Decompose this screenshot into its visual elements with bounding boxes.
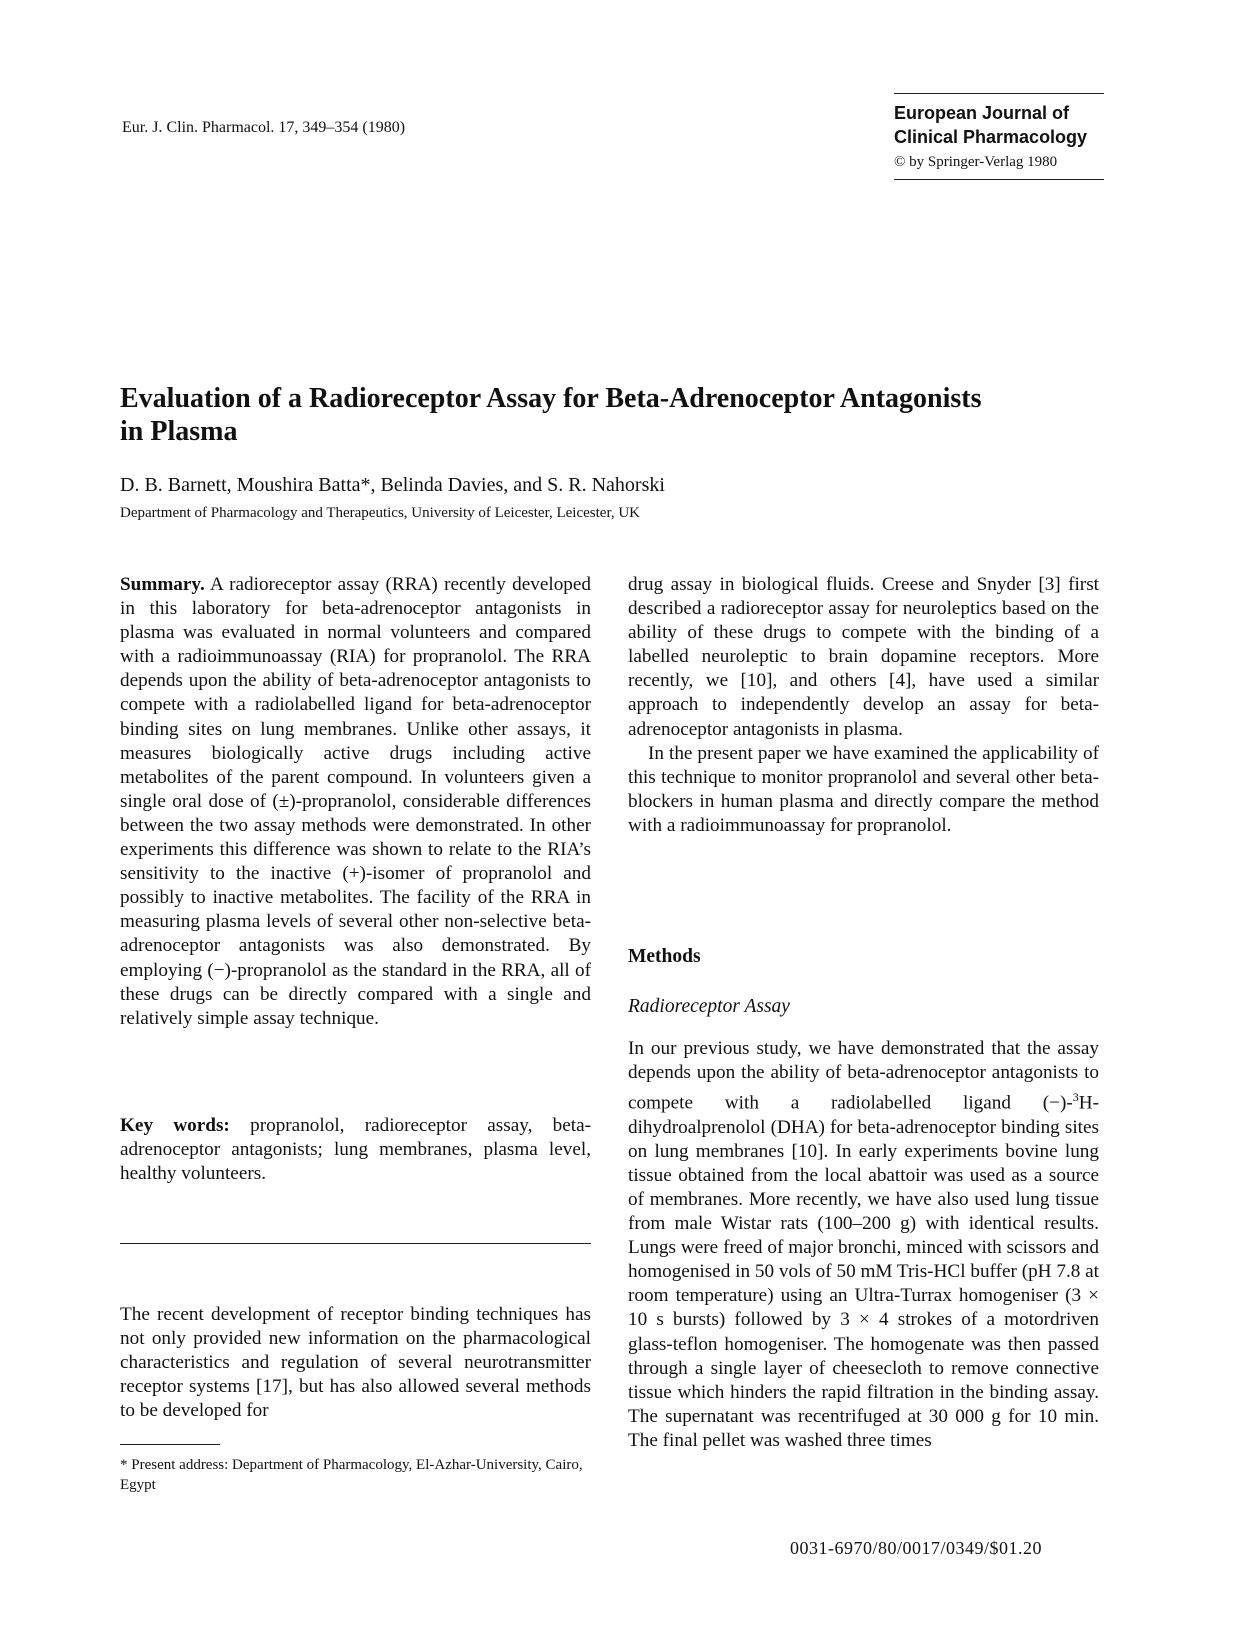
keywords-label: Key words: xyxy=(120,1115,230,1136)
section-separator xyxy=(120,1243,591,1244)
summary-text: A radioreceptor assay (RRA) recently developed in this laboratory for beta-adrenoceptor antagonists in plasma was evaluated in normal volunteers and compared with a radioimmunoassay (RIA) for propranolol. The RRA depends upon the ability of beta-adrenoceptor antagonists to compete with a radiolabelled ligand for beta-adrenoceptor binding sites on lung membranes. Unlike other assays, it measures biologically active drugs including active metabolites of the parent compound. In volunteers given a single oral dose of (±)-propranolol, considerable differences between the two assay methods were demonstrated. In other experiments this difference was shown to relate to the RIA’s sensitivity to the inactive (+)-isomer of propranolol and possibly to inactive metabolites. The facility of the RRA in measuring plasma levels of several other non-selective beta-adrenoceptor antagonists was also demonstrated. By employing (−)-propranolol as the standard in the RRA, all of these drugs can be directly compared with a single and relatively simple assay technique. xyxy=(120,574,591,1029)
right-column-intro xyxy=(628,573,1099,838)
masthead-top-rule xyxy=(894,93,1104,94)
methods-paragraph xyxy=(628,1037,1099,1453)
masthead-bottom-rule xyxy=(894,179,1104,180)
summary-label: Summary. xyxy=(120,574,205,595)
methods-superscript: 3 xyxy=(1072,1090,1079,1105)
copyright-notice: © by Springer-Verlag 1980 xyxy=(894,154,1058,170)
journal-citation: Eur. J. Clin. Pharmacol. 17, 349–354 (1980) xyxy=(122,119,406,136)
intro-aim-paragraph: In the present paper we have examined the applicability of this technique to monitor propranolol and several other beta-blockers in human plasma and directly compare the method with a radioimmunoassay for propranolol. xyxy=(628,742,1099,836)
title-line1: Evaluation of a Radioreceptor Assay for Beta-Adrenoceptor Antagonists xyxy=(120,383,982,414)
page-code: 0031-6970/80/0017/0349/$01.20 xyxy=(790,1538,1042,1558)
intro-continuation: drug assay in biological fluids. Creese and Snyder [3] first described a radioreceptor assay for neuroleptics based on the ability of these drugs to compete with the binding of a labelled neuroleptic to brain dopamine receptors. More recently, we [10], and others [4], have used a similar approach to independently develop an assay for beta-adrenoceptor antagonists in plasma. xyxy=(628,574,1099,740)
intro-paragraph xyxy=(120,1303,591,1423)
summary-paragraph xyxy=(120,573,591,1031)
footnote-rule xyxy=(120,1444,220,1445)
footnote: * Present address: Department of Pharmacology, El-Azhar-University, Cairo, Egypt xyxy=(120,1457,583,1493)
radioreceptor-assay-heading: Radioreceptor Assay xyxy=(628,996,790,1017)
author-affiliation: Department of Pharmacology and Therapeutics, University of Leicester, Leicester, UK xyxy=(120,505,640,521)
intro-text: The recent development of receptor binding techniques has not only provided new information on the pharmacological characteristics and regulation of several neurotransmitter receptor systems [17], but has also allowed several methods to be developed for xyxy=(120,1304,591,1422)
author-list: D. B. Barnett, Moushira Batta*, Belinda Davies, and S. R. Nahorski xyxy=(120,474,665,496)
methods-text-a: In our previous study, we have demonstrated that the assay depends upon the ability of beta-adrenoceptor antagonists to compete with a radiolabelled ligand (−)- xyxy=(628,1038,1099,1114)
journal-name-line2: Clinical Pharmacology xyxy=(894,127,1088,147)
keywords-paragraph xyxy=(120,1114,591,1186)
keywords-text: propranolol, radioreceptor assay, beta-adrenoceptor antagonists; lung membranes, plasma level, healthy volunteers. xyxy=(120,1115,592,1185)
journal-masthead xyxy=(894,93,1104,180)
methods-heading: Methods xyxy=(628,946,701,967)
title-line2: in Plasma xyxy=(120,416,238,447)
methods-text-b: H-dihydroalprenolol (DHA) for beta-adrenoceptor binding sites on lung membranes [10]. In early experiments bovine lung tissue obtained from the local abattoir was used as a source of membranes. More recently, we have also used lung tissue from male Wistar rats (100–200 g) with identical results. Lungs were freed of major bronchi, minced with scissors and homogenised in 50 vols of 50 mM Tris-HCl buffer (pH 7.8 at room temperature) using an Ultra-Turrax homogeniser (3 × 10 s bursts) followed by 3 × 4 strokes of a motordriven glass-teflon homogeniser. The homogenate was then passed through a single layer of cheesecloth to remove connective tissue which hinders the rapid filtration in the binding assay. The supernatant was recentrifuged at 30 000 g for 10 min. The final pellet was washed three times xyxy=(628,1092,1099,1451)
journal-name-line1: European Journal of xyxy=(894,103,1070,123)
article-title xyxy=(120,382,1120,448)
